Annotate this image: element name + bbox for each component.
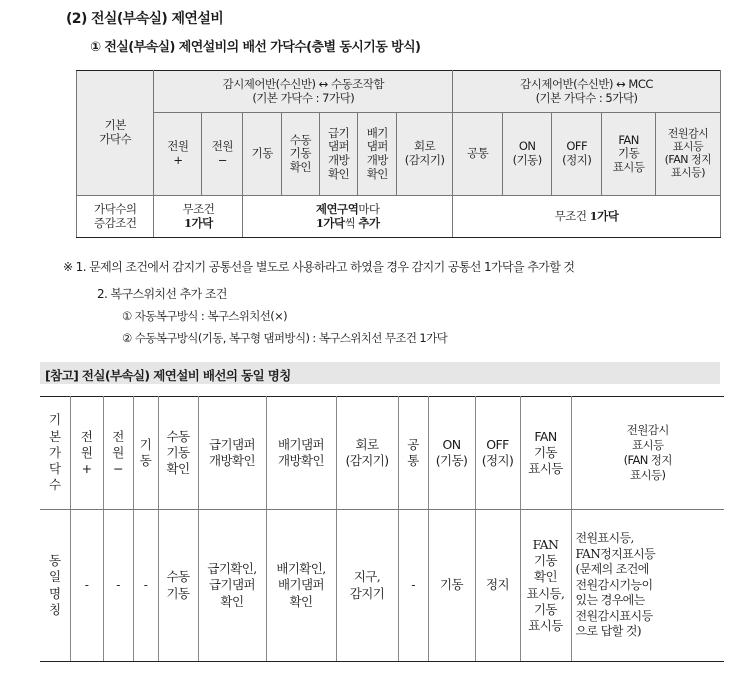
col-exhaust-damper-confirm: 배기 댐퍼 개방 확인 [358,113,397,196]
cell-zone-detector: 지구, 감지기 [336,510,398,662]
header-supply-damper-confirm: 급기댐퍼 개방확인 [198,397,266,510]
same-name-table [40,396,724,662]
note-1: ※ 1. 문제의 조건에서 감지기 공통선을 별도로 사용하라고 하였을 경우 감지기 공통선 1가닥을 추가할 것 [63,260,575,274]
col-circuit-detector: 회로 (감지기) [397,113,453,196]
cell-fan-start-indicator: FAN 기동 확인 표시등, 기동 표시등 [520,510,571,662]
col-power-monitor-indicator: 전원감시 표시등 (FAN 정지 표시등) [655,113,720,196]
group-manual-box-header: 감시제어반(수신반) ↔ 수동조작함 (기본 가닥수 : 7가닥) [154,71,453,113]
condition-mcc: 무조건 1가닥 [453,196,721,238]
header-off: OFF (정지) [475,397,520,510]
header-exhaust-damper-confirm: 배기댐퍼 개방확인 [266,397,336,510]
cell-exhaust-confirm: 배기확인, 배기댐퍼 확인 [266,510,336,662]
cell-stop-off: 정지 [475,510,520,662]
header-power-monitor-indicator: 전원감시 표시등 (FAN 정지 표시등) [571,397,724,510]
col-supply-damper-confirm: 급기 댐퍼 개방 확인 [319,113,358,196]
col-power-minus: 전원 − [202,113,243,196]
row-label-same-name: 동 일 명 칭 [40,510,70,662]
col-on: ON (기동) [503,113,552,196]
col-manual-start-confirm: 수동 기동 확인 [282,113,320,196]
section-subheading: ① 전실(부속실) 제연설비의 배선 가닥수(층별 동시기동 방식) [90,40,421,55]
basic-count-header: 기본 가닥수 [77,71,154,196]
header-manual-start-confirm: 수동 기동 확인 [158,397,198,510]
cell-start: - [133,510,158,662]
header-on: ON (기동) [428,397,475,510]
header-power-plus: 전 원 + [70,397,103,510]
condition-smoke-zone: 제연구역마다 1가닥씩 추가 [243,196,453,238]
condition-power: 무조건 1가닥 [154,196,243,238]
note-2-manual-reset: ② 수동복구방식(기동, 복구형 댐퍼방식) : 복구스위치선 무조건 1가닥 [122,331,448,345]
header-fan-indicator: FAN 기동 표시등 [520,397,571,510]
header-basic-count: 기 본 가 닥 수 [40,397,70,510]
cell-power-minus: - [103,510,133,662]
col-start: 기동 [243,113,282,196]
header-power-minus: 전 원 − [103,397,133,510]
col-power-plus: 전원 + [154,113,202,196]
header-circuit-detector: 회로 (감지기) [336,397,398,510]
col-off: OFF (정지) [552,113,602,196]
cell-supply-confirm: 급기확인, 급기댐퍼 확인 [198,510,266,662]
note-2-auto-reset: ① 자동복구방식 : 복구스위치선(×) [122,309,288,323]
section-heading: (2) 전실(부속실) 제연설비 [66,11,224,27]
cell-common: - [398,510,428,662]
cell-start-on: 기동 [428,510,475,662]
reference-title: [참고] 전실(부속실) 제연설비 배선의 동일 명칭 [45,368,291,383]
cell-power-indicator: 전원표시등, FAN정지표시등 (문제의 조건에 전원감시기능이 있는 경우에는 전원감시표시등 으로 답할 것) [571,510,724,662]
group-mcc-header: 감시제어반(수신반) ↔ MCC (기본 가닥수 : 5가닥) [453,71,721,113]
wiring-count-table [76,70,721,238]
note-2: 2. 복구스위치선 추가 조건 [97,287,227,301]
header-common: 공 통 [398,397,428,510]
header-start: 기 동 [133,397,158,510]
cell-manual-start: 수동 기동 [158,510,198,662]
condition-label: 가닥수의 증감조건 [77,196,154,238]
cell-power-plus: - [70,510,103,662]
col-fan-indicator: FAN 기동 표시등 [602,113,656,196]
col-common: 공통 [453,113,503,196]
